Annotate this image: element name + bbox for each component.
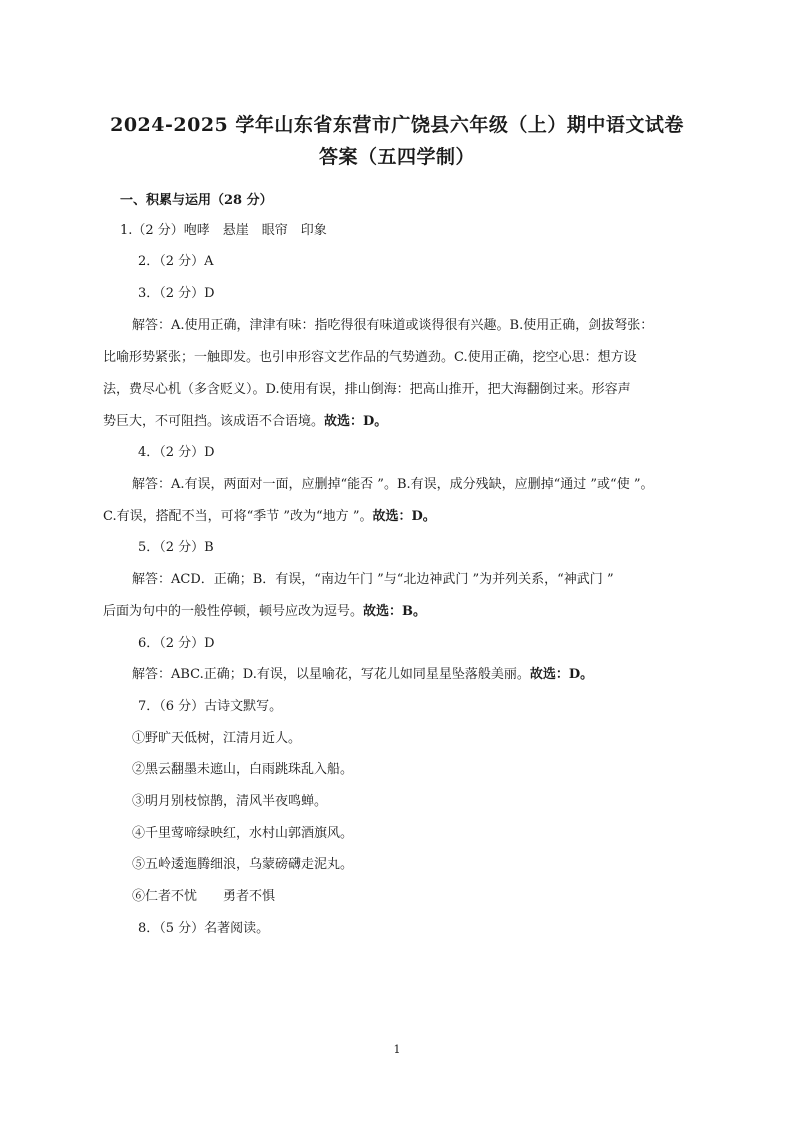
document-title-line1: 2024-2025 学年山东省东营市广饶县六年级（上）期中语文试卷 <box>110 114 684 136</box>
q5-explanation-line2: 后面为句中的一般性停顿，顿号应改为逗号。故选：B。 <box>103 604 427 619</box>
question-7: 7．（6 分）古诗文默写。 <box>138 699 283 714</box>
q3-explanation-line2: 比喻形势紧张；一触即发。也引申形容文艺作品的气势遒劲。C.使用正确，挖空心思：想方设 <box>103 350 637 365</box>
document-title-line2: 答案（五四学制） <box>318 146 475 168</box>
question-2: 2．（2 分）A <box>138 254 214 269</box>
q5-answer: 故选：B。 <box>363 604 427 619</box>
question-5: 5．（2 分）B <box>138 540 214 555</box>
q7-item-6: ⑥仁者不忧 勇者不惧 <box>132 889 276 904</box>
q7-item-3: ③明月别枝惊鹊，清风半夜鸣蝉。 <box>132 794 328 809</box>
question-3: 3．（2 分）D <box>138 286 215 301</box>
q7-item-2: ②黑云翻墨未遮山，白雨跳珠乱入船。 <box>132 762 354 777</box>
q7-item-4: ④千里莺啼绿映红，水村山郭酒旗风。 <box>132 826 354 841</box>
q6-answer: 故选：D。 <box>529 667 594 682</box>
q3-explanation-line1: 解答：A.使用正确，津津有味：指吃得很有味道或谈得很有兴趣。B.使用正确，剑拔弩张： <box>132 318 654 333</box>
q3-explanation-line3: 法，费尽心机（多含贬义）。D.使用有误，排山倒海：把高山推开，把大海翻倒过来。形容声 <box>103 382 631 397</box>
question-1: 1.（2 分）咆哮 悬崖 眼帘 印象 <box>120 223 327 238</box>
page-number: 1 <box>393 1043 401 1056</box>
q6-explanation-line1: 解答：ABC.正确；D.有误，以星喻花，写花儿如同星星坠落般美丽。故选：D。 <box>132 667 594 682</box>
question-6: 6．（2 分）D <box>138 636 215 651</box>
q4-explanation-line1: 解答：A.有误，两面对一面，应删掉“能否 ”。B.有误，成分残缺，应删掉“通过 ”或“使 ”。 <box>132 477 654 492</box>
q4-answer: 故选：D。 <box>372 509 436 524</box>
question-8: 8．（5 分）名著阅读。 <box>138 921 270 936</box>
q7-item-5: ⑤五岭逶迤腾细浪，乌蒙磅礴走泥丸。 <box>132 857 354 872</box>
question-4: 4．（2 分）D <box>138 445 215 460</box>
q3-explanation-line4: 势巨大，不可阻挡。该成语不合语境。故选：D。 <box>103 414 388 429</box>
q7-item-1: ①野旷天低树，江清月近人。 <box>132 731 302 746</box>
section-heading: 一、积累与运用（28 分） <box>120 193 273 208</box>
q5-explanation-line1: 解答：ACD．正确；B．有误，“南边午门 ”与“北边神武门 ”为并列关系，“神武门 ” <box>132 572 614 587</box>
q4-explanation-line2: C.有误，搭配不当，可将“季节 ”改为“地方 ”。故选：D。 <box>103 509 436 524</box>
q3-answer: 故选：D。 <box>324 414 388 429</box>
